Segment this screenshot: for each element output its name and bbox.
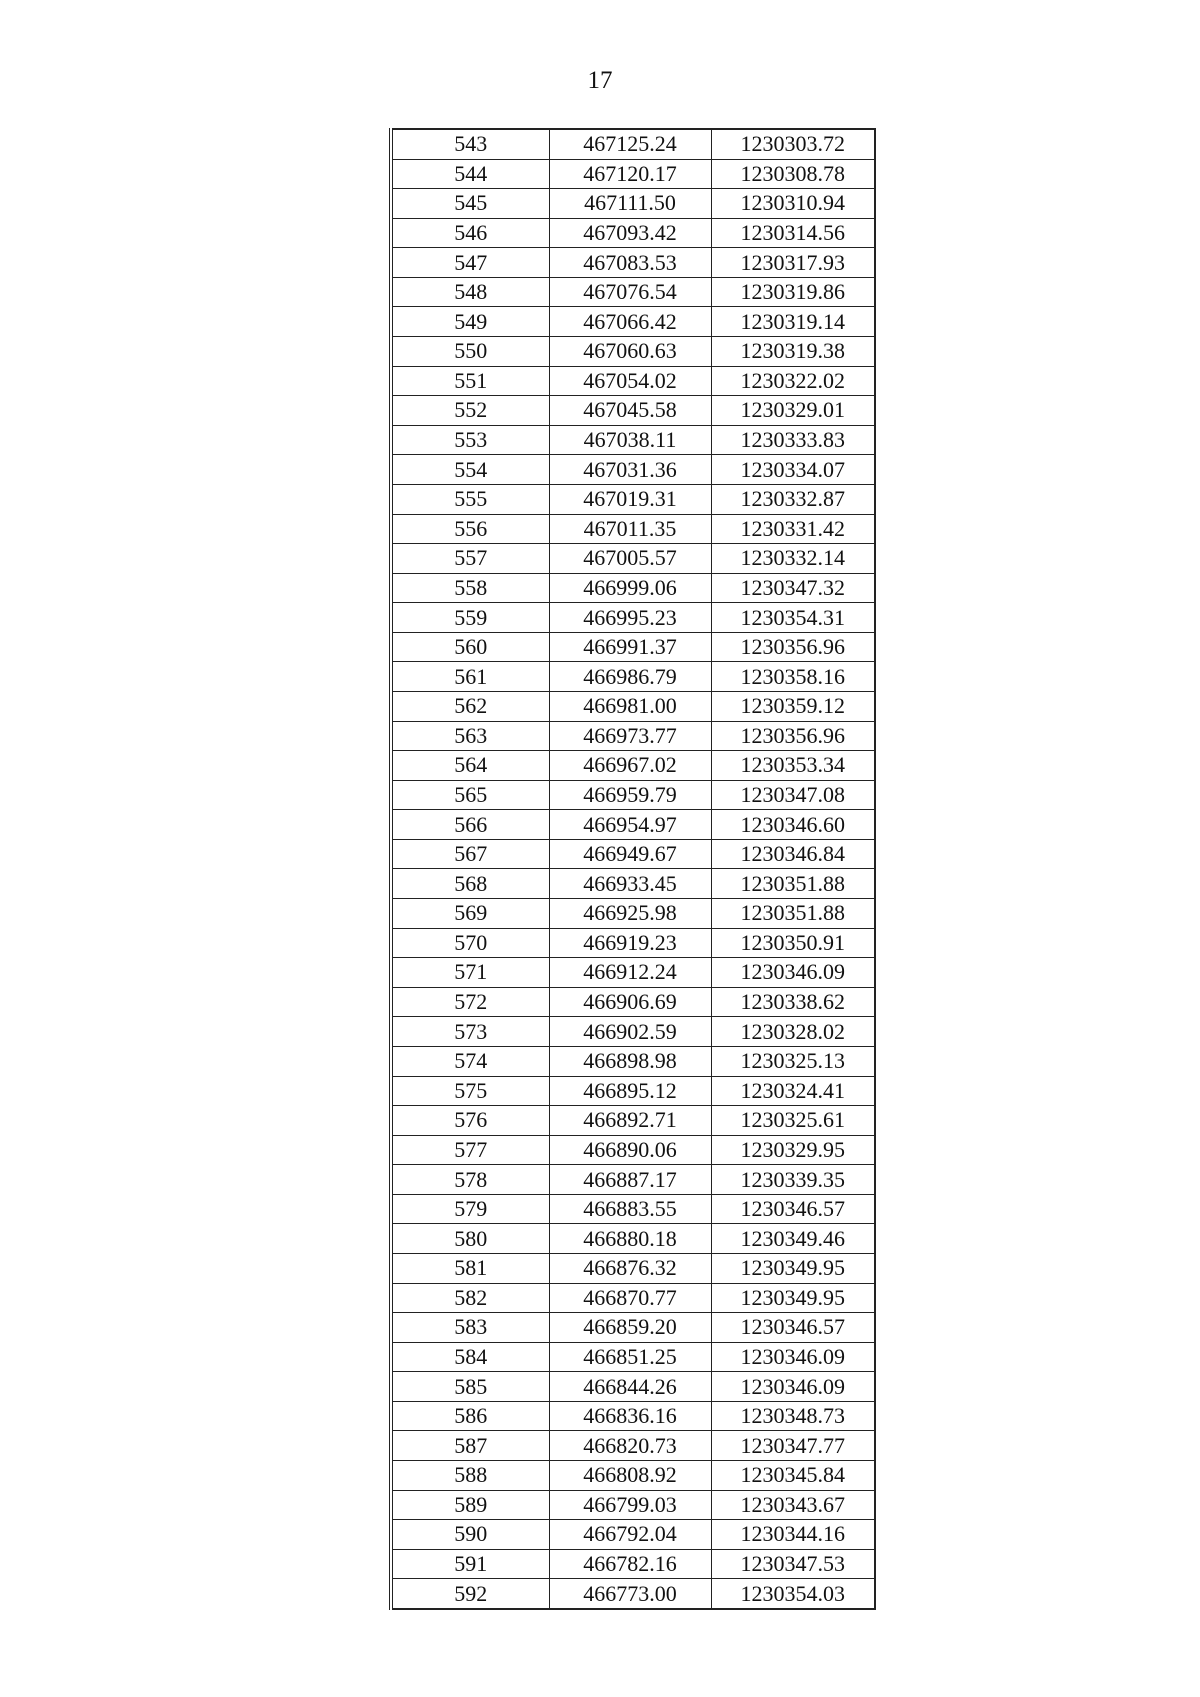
table-row: [391, 780, 875, 810]
x-coordinate-cell: 467031.36: [549, 455, 711, 485]
x-coordinate-cell: 467054.02: [549, 366, 711, 396]
table-row: [391, 662, 875, 692]
table-row: [391, 573, 875, 603]
y-coordinate-cell: 1230346.84: [711, 839, 875, 869]
point-number-cell: 567: [391, 839, 549, 869]
y-coordinate-cell: 1230349.95: [711, 1253, 875, 1283]
point-number-cell: 561: [391, 662, 549, 692]
y-coordinate-cell: 1230332.14: [711, 544, 875, 574]
x-coordinate-cell: 467060.63: [549, 337, 711, 367]
table-row: [391, 1342, 875, 1372]
y-coordinate-cell: 1230347.08: [711, 780, 875, 810]
y-coordinate-cell: 1230308.78: [711, 159, 875, 189]
table-row: [391, 1106, 875, 1136]
point-number-cell: 590: [391, 1520, 549, 1550]
y-coordinate-cell: 1230303.72: [711, 129, 875, 159]
y-coordinate-cell: 1230350.91: [711, 928, 875, 958]
table-row: [391, 1520, 875, 1550]
y-coordinate-cell: 1230334.07: [711, 455, 875, 485]
y-coordinate-cell: 1230351.88: [711, 869, 875, 899]
y-coordinate-cell: 1230343.67: [711, 1490, 875, 1520]
y-coordinate-cell: 1230329.01: [711, 396, 875, 426]
y-coordinate-cell: 1230346.57: [711, 1313, 875, 1343]
table-row: [391, 839, 875, 869]
x-coordinate-cell: 466876.32: [549, 1253, 711, 1283]
y-coordinate-cell: 1230338.62: [711, 987, 875, 1017]
x-coordinate-cell: 467038.11: [549, 425, 711, 455]
x-coordinate-cell: 467045.58: [549, 396, 711, 426]
x-coordinate-cell: 466859.20: [549, 1313, 711, 1343]
y-coordinate-cell: 1230322.02: [711, 366, 875, 396]
x-coordinate-cell: 466967.02: [549, 751, 711, 781]
point-number-cell: 592: [391, 1579, 549, 1609]
coordinates-table: [389, 128, 876, 1610]
x-coordinate-cell: 467093.42: [549, 218, 711, 248]
table-row: [391, 159, 875, 189]
x-coordinate-cell: 466870.77: [549, 1283, 711, 1313]
table-row: [391, 1076, 875, 1106]
point-number-cell: 548: [391, 277, 549, 307]
y-coordinate-cell: 1230354.03: [740, 1580, 845, 1606]
point-number-cell: 586: [391, 1401, 549, 1431]
table-row: [391, 1313, 875, 1343]
x-coordinate-cell: 466912.24: [549, 958, 711, 988]
page-number: 17: [587, 67, 613, 94]
point-number-cell: 579: [391, 1194, 549, 1224]
point-number-cell: 552: [391, 396, 549, 426]
point-number-cell: 545: [391, 189, 549, 219]
point-number-cell: 585: [391, 1372, 549, 1402]
point-number-cell: 574: [391, 1046, 549, 1076]
point-number-cell: 591: [391, 1549, 549, 1579]
point-number-cell: 551: [391, 366, 549, 396]
table-row: [391, 248, 875, 278]
x-coordinate-cell: 466844.26: [549, 1372, 711, 1402]
table-row: [391, 691, 875, 721]
table-row: [391, 1549, 875, 1579]
point-number-cell: 577: [391, 1135, 549, 1165]
table-row: [391, 1017, 875, 1047]
table-row: [391, 987, 875, 1017]
point-number-cell: 573: [391, 1017, 549, 1047]
point-number-cell: 544: [391, 159, 549, 189]
x-coordinate-cell: 466898.98: [549, 1046, 711, 1076]
y-coordinate-cell: 1230354.31: [711, 603, 875, 633]
table-row: [391, 218, 875, 248]
x-coordinate-cell: 467005.57: [549, 544, 711, 574]
x-coordinate-cell: 466782.16: [549, 1549, 711, 1579]
y-coordinate-cell: 1230346.09: [711, 1342, 875, 1372]
x-coordinate-cell: 466820.73: [549, 1431, 711, 1461]
point-number-cell: 558: [391, 573, 549, 603]
x-coordinate-cell: 466808.92: [549, 1461, 711, 1491]
x-coordinate-cell: 466995.23: [549, 603, 711, 633]
table-row: [391, 721, 875, 751]
table-row: [391, 455, 875, 485]
x-coordinate-cell: 466973.77: [549, 721, 711, 751]
table-row: [391, 810, 875, 840]
table-row: [391, 899, 875, 929]
table-row: [391, 869, 875, 899]
y-coordinate-cell: 1230328.02: [711, 1017, 875, 1047]
point-number-cell: 554: [391, 455, 549, 485]
x-coordinate-cell: 466880.18: [549, 1224, 711, 1254]
table-row: [391, 1490, 875, 1520]
table-row: [391, 1283, 875, 1313]
table-row: [391, 366, 875, 396]
y-coordinate-cell: 1230346.60: [711, 810, 875, 840]
x-coordinate-cell: 466883.55: [549, 1194, 711, 1224]
table-row: [391, 1046, 875, 1076]
point-number-cell: 570: [391, 928, 549, 958]
y-coordinate-cell: 1230319.86: [711, 277, 875, 307]
x-coordinate-cell: 466933.45: [549, 869, 711, 899]
x-coordinate-cell: 467120.17: [549, 159, 711, 189]
table-row: [391, 484, 875, 514]
x-coordinate-cell: 466981.00: [549, 691, 711, 721]
x-coordinate-cell: 467111.50: [549, 189, 711, 219]
point-number-cell: 553: [391, 425, 549, 455]
table-row: [391, 603, 875, 633]
y-coordinate-cell: 1230319.14: [711, 307, 875, 337]
y-coordinate-cell: 1230344.16: [711, 1520, 875, 1550]
x-coordinate-cell: 466902.59: [549, 1017, 711, 1047]
table-row: [391, 1194, 875, 1224]
point-number-cell: 589: [391, 1490, 549, 1520]
y-coordinate-cell: 1230339.35: [711, 1165, 875, 1195]
y-coordinate-cell: 1230329.95: [711, 1135, 875, 1165]
x-coordinate-cell: 466851.25: [549, 1342, 711, 1372]
table-row: [391, 189, 875, 219]
x-coordinate-cell: 466792.04: [549, 1520, 711, 1550]
point-number-cell: 556: [391, 514, 549, 544]
y-coordinate-cell: 1230349.95: [711, 1283, 875, 1313]
point-number-cell: 566: [391, 810, 549, 840]
x-coordinate-cell: 467125.24: [549, 129, 711, 159]
y-coordinate-cell: 1230348.73: [711, 1401, 875, 1431]
table-row: [391, 928, 875, 958]
table-row: [391, 751, 875, 781]
point-number-cell: 550: [391, 337, 549, 367]
point-number-cell: 565: [391, 780, 549, 810]
x-coordinate-cell: 466925.98: [549, 899, 711, 929]
y-coordinate-cell: 1230351.88: [711, 899, 875, 929]
point-number-cell: 582: [391, 1283, 549, 1313]
table-row: [391, 1401, 875, 1431]
table-row: [391, 396, 875, 426]
coordinates-table-body: [391, 129, 875, 1609]
x-coordinate-cell: 466959.79: [549, 780, 711, 810]
table-row: [391, 1579, 875, 1609]
x-coordinate-cell: 466895.12: [549, 1076, 711, 1106]
y-coordinate-cell: 1230319.38: [711, 337, 875, 367]
y-coordinate-cell: 1230353.34: [711, 751, 875, 781]
table-row: [391, 1372, 875, 1402]
point-number-cell: 587: [391, 1431, 549, 1461]
point-number-cell: 576: [391, 1106, 549, 1136]
y-coordinate-cell: 1230314.56: [711, 218, 875, 248]
x-coordinate-cell: 467066.42: [549, 307, 711, 337]
y-coordinate-cell: 1230345.84: [711, 1461, 875, 1491]
point-number-cell: 569: [391, 899, 549, 929]
x-coordinate-cell: 466799.03: [549, 1490, 711, 1520]
table-row: [391, 632, 875, 662]
point-number-cell: 555: [391, 484, 549, 514]
y-coordinate-cell: 1230333.83: [711, 425, 875, 455]
table-row: [391, 514, 875, 544]
point-number-cell: 575: [391, 1076, 549, 1106]
table-row: [391, 958, 875, 988]
point-number-cell: 557: [391, 544, 549, 574]
x-coordinate-cell: 466949.67: [549, 839, 711, 869]
x-coordinate-cell: 466836.16: [549, 1401, 711, 1431]
table-row: [391, 1461, 875, 1491]
y-coordinate-cell: 1230325.61: [711, 1106, 875, 1136]
y-coordinate-cell: 1230310.94: [711, 189, 875, 219]
point-number-cell: 580: [391, 1224, 549, 1254]
table-row: [391, 129, 875, 159]
y-coordinate-cell: 1230358.16: [711, 662, 875, 692]
x-coordinate-cell: 466890.06: [549, 1135, 711, 1165]
x-coordinate-cell: 466887.17: [549, 1165, 711, 1195]
y-coordinate-cell: 1230356.96: [711, 632, 875, 662]
y-coordinate-cell: 1230346.57: [711, 1194, 875, 1224]
y-coordinate-cell: 1230356.96: [711, 721, 875, 751]
point-number-cell: 578: [391, 1165, 549, 1195]
x-coordinate-cell: 466999.06: [549, 573, 711, 603]
table-row: [391, 1165, 875, 1195]
x-coordinate-cell: 467083.53: [549, 248, 711, 278]
point-number-cell: 563: [391, 721, 549, 751]
y-coordinate-cell: 1230346.09: [711, 1372, 875, 1402]
point-number-cell: 568: [391, 869, 549, 899]
point-number-cell: 562: [391, 691, 549, 721]
point-number-cell: 571: [391, 958, 549, 988]
point-number-cell: 581: [391, 1253, 549, 1283]
y-coordinate-cell: 1230324.41: [711, 1076, 875, 1106]
point-number-cell: 560: [391, 632, 549, 662]
table-row: [391, 1253, 875, 1283]
y-coordinate-cell: 1230359.12: [711, 691, 875, 721]
y-coordinate-cell: 1230325.13: [711, 1046, 875, 1076]
x-coordinate-cell: 466954.97: [549, 810, 711, 840]
table-row: [391, 1431, 875, 1461]
x-coordinate-cell: 466991.37: [549, 632, 711, 662]
x-coordinate-cell: 466919.23: [549, 928, 711, 958]
point-number-cell: 588: [391, 1461, 549, 1491]
y-coordinate-cell: 1230317.93: [711, 248, 875, 278]
y-coordinate-cell: 1230347.53: [711, 1549, 875, 1579]
x-coordinate-cell: 467019.31: [549, 484, 711, 514]
point-number-cell: 559: [391, 603, 549, 633]
x-coordinate-cell: 467011.35: [549, 514, 711, 544]
point-number-cell: 546: [391, 218, 549, 248]
y-coordinate-cell: 1230346.09: [711, 958, 875, 988]
x-coordinate-cell: 466906.69: [549, 987, 711, 1017]
point-number-cell: 584: [391, 1342, 549, 1372]
table-row: [391, 1135, 875, 1165]
y-coordinate-cell: 1230332.87: [711, 484, 875, 514]
point-number-cell: 547: [391, 248, 549, 278]
x-coordinate-cell: 466773.00: [549, 1579, 711, 1609]
point-number-cell: 564: [391, 751, 549, 781]
point-number-cell: 543: [391, 129, 549, 159]
table-row: [391, 337, 875, 367]
y-coordinate-cell: 1230347.32: [711, 573, 875, 603]
y-coordinate-cell: 1230349.46: [711, 1224, 875, 1254]
table-row: [391, 307, 875, 337]
table-row: [391, 544, 875, 574]
table-row: [391, 1224, 875, 1254]
point-number-cell: 572: [391, 987, 549, 1017]
point-number-cell: 583: [391, 1313, 549, 1343]
table-row: [391, 425, 875, 455]
x-coordinate-cell: 466892.71: [549, 1106, 711, 1136]
y-coordinate-cell: 1230331.42: [711, 514, 875, 544]
table-row: [391, 277, 875, 307]
point-number-cell: 549: [391, 307, 549, 337]
y-coordinate-cell: 1230347.77: [711, 1431, 875, 1461]
x-coordinate-cell: 467076.54: [549, 277, 711, 307]
x-coordinate-cell: 466986.79: [549, 662, 711, 692]
